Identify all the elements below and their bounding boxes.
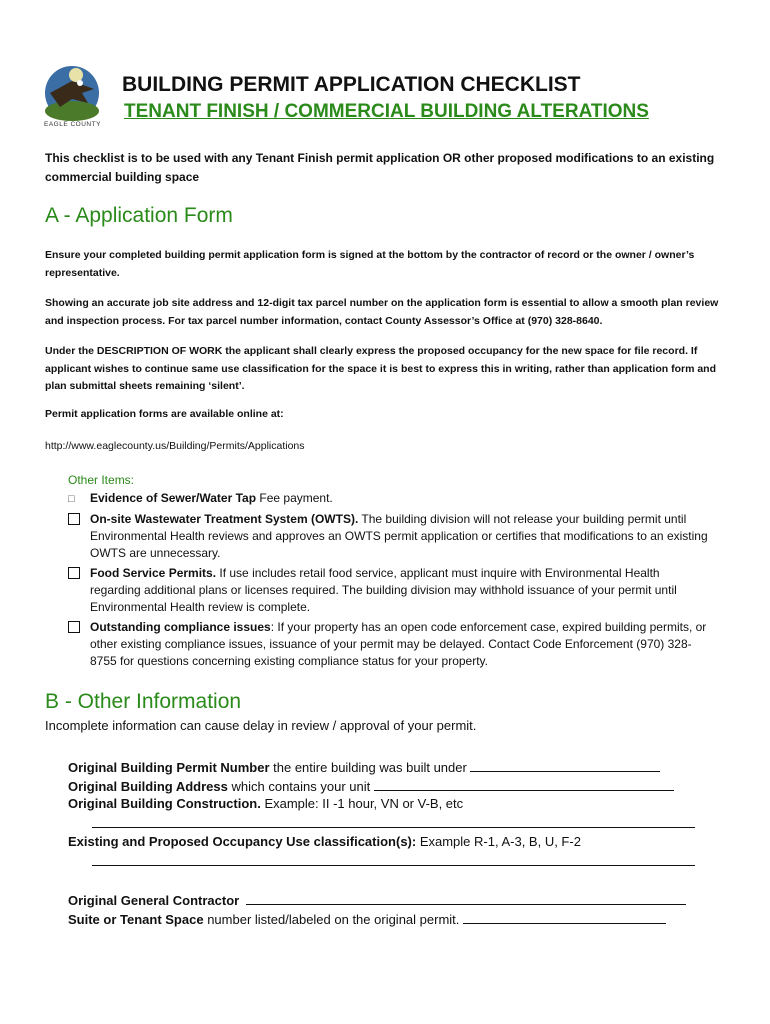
section-a-paragraph-3: Under the DESCRIPTION OF WORK the applicant shall clearly express the proposed occupancy for the new space for file record. If applicant wishes to continue same use classification for the space it is best to express this in writing, rather than application form and plan submittal sheets remaining ‘silent’. (45, 345, 716, 392)
checklist-item (68, 565, 708, 616)
section-a-paragraph-2: Showing an accurate job site address and 12-digit tax parcel number on the application form is essential to allow a smooth plan review and inspection process. For tax parcel number information, contact County Assessor’s Office at (970) 328-8640. (45, 297, 719, 327)
field-general-contractor (68, 890, 686, 910)
item-text: If use includes retail food service, applicant must inquire with Environmental Health regarding additional plans or licenses required. The building division may withhold issuance of your permit until Environmental Health review is complete. (90, 566, 677, 614)
field-hint: the entire building was built under (269, 760, 471, 775)
field-original-permit-number (68, 757, 660, 777)
checkbox-icon[interactable] (68, 567, 80, 579)
checkbox-icon[interactable] (68, 621, 80, 633)
field-label: Existing and Proposed Occupancy Use classification(s): (68, 834, 417, 849)
field-hint: Example: II -1 hour, VN or V-B, etc (260, 796, 464, 811)
logo-caption: EAGLE COUNTY (44, 121, 101, 128)
field-hint: which contains your unit (227, 779, 374, 794)
page-title: BUILDING PERMIT APPLICATION CHECKLIST (122, 73, 581, 96)
occupancy-blank[interactable] (92, 864, 695, 866)
field-hint: number listed/labeled on the original permit. (203, 912, 464, 927)
field-original-address (68, 776, 674, 796)
section-b-heading: B - Other Information (45, 690, 242, 713)
field-original-construction (68, 795, 463, 813)
permit-number-blank[interactable] (470, 757, 660, 772)
checklist-item (68, 511, 708, 562)
checkbox-icon[interactable] (68, 513, 80, 525)
field-suite (68, 909, 666, 929)
applications-link[interactable]: http://www.eaglecounty.us/Building/Permits/Applications (45, 440, 305, 452)
field-hint: Example R-1, A-3, B, U, F-2 (416, 834, 581, 849)
checklist-item (68, 490, 708, 507)
item-text: : If your property has an open code enforcement case, expired building permits, or other existing compliance issues, issuance of your permit may be delayed. Contact Code Enforcement (970) 328-8755 for questions concerning existing compliance status for your property. (90, 620, 707, 668)
suite-blank[interactable] (463, 909, 666, 924)
address-blank[interactable] (374, 776, 674, 791)
field-label: Suite or Tenant Space (68, 912, 204, 927)
item-title: Evidence of Sewer/Water Tap (90, 491, 257, 505)
field-label: Original Building Permit Number (68, 760, 270, 775)
checklist-item (68, 619, 708, 670)
section-a-heading: A - Application Form (45, 204, 233, 227)
item-title: On-site Wastewater Treatment System (OWTS). (90, 512, 359, 526)
section-b-intro: Incomplete information can cause delay in review / approval of your permit. (45, 718, 477, 733)
checkbox-icon[interactable]: □ (68, 493, 75, 505)
field-occupancy (68, 833, 581, 851)
item-title: Food Service Permits. (90, 566, 217, 580)
item-title: Outstanding compliance issues (90, 620, 271, 634)
item-text: Fee payment. (256, 491, 333, 505)
contractor-blank[interactable] (246, 890, 686, 905)
section-a-paragraph-1: Ensure your completed building permit application form is signed at the bottom by the contractor of record or the owner / owner’s representative. (45, 249, 695, 279)
field-label: Original Building Construction. (68, 796, 261, 811)
other-items-label: Other Items: (68, 473, 135, 487)
field-label: Original General Contractor (68, 893, 240, 908)
section-a-paragraph-4: Permit application forms are available online at: (45, 408, 284, 420)
item-text: The building division will not release your building permit until Environmental Health reviews and approves an OWTS permit application or certifies that modifications to an existing OWTS are unnecessary. (90, 512, 708, 560)
intro-text: This checklist is to be used with any Tenant Finish permit application OR other proposed modifications to an existing commercial building space (45, 151, 715, 184)
field-label: Original Building Address (68, 779, 228, 794)
page-subtitle: TENANT FINISH / COMMERCIAL BUILDING ALTERATIONS (124, 101, 649, 122)
construction-blank[interactable] (92, 826, 695, 828)
